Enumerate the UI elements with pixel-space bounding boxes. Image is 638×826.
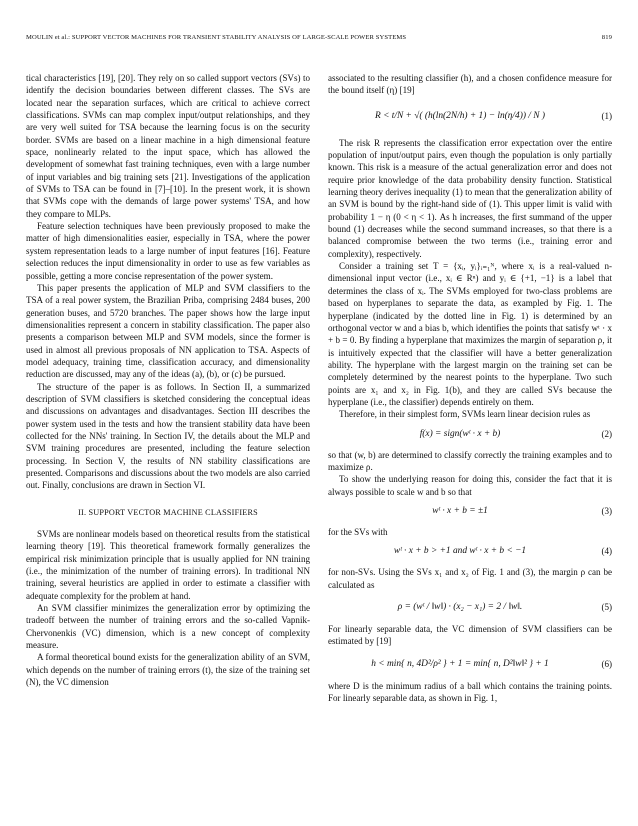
equation-number: (4) bbox=[601, 546, 612, 557]
equation-number: (2) bbox=[601, 428, 612, 439]
paragraph: Feature selection techniques have been previously proposed to make the matter of high dimensionalities easier, especially in TSA, where the power system representation leads to a large number of input features [16]. Feature selection reduces the input dimensionality in order to use as few variables as possible, getting a more concise representation of the power system. bbox=[26, 221, 310, 281]
paragraph: This paper presents the application of MLP and SVM classifiers to the TSA of a real power system, the Brazilian Priba, comprising 2484 buses, 200 generation buses, and 5720 branches. The paper shows how the large input dimensionalities represent a concern in stability classification. The paper also presents a comparison between MLP and SVM models, since the former is used in almost all previous proposals of NN application to TSA. Aspects of model adequacy, training time, classification accuracy, and dimensionality reduction are discussed, may any of the ideas (a), (b), or (c) be pursued. bbox=[26, 282, 310, 380]
paragraph: SVMs are nonlinear models based on theoretical results from the statistical learning theory [19]. This theoretical framework formally generalizes the empirical risk minimization principle that is usually applied for NN training (i.e., the minimization of the number of training errors). In traditional NN training, several heuristics are applied in order to estimate a classifier with adequate complexity for the problem at hand. bbox=[26, 529, 310, 601]
equation-expression: h < min{ n, 4D²/ρ² } + 1 = min{ n, D²‖w‖² } + 1 bbox=[371, 658, 549, 669]
paragraph: A formal theoretical bound exists for the generalization ability of an SVM, which depends on the number of training errors (t), the size of the training set (N), the VC dimension bbox=[26, 652, 310, 688]
paragraph: For linearly separable data, the VC dimension of SVM classifiers can be estimated by [19] bbox=[328, 624, 612, 647]
paragraph: An SVM classifier minimizes the generalization error by optimizing the tradeoff between the number of training errors and the so-called Vapnik-Chervonenkis (VC) dimension, which is a new concept of complexity measure. bbox=[26, 603, 310, 651]
equation-expression: f(x) = sign(wᵗ · x + b) bbox=[419, 428, 501, 439]
paragraph: associated to the resulting classifier (h), and a chosen confidence measure for the bound itself (η) [19] bbox=[328, 73, 612, 96]
equation-3 bbox=[328, 501, 612, 523]
paragraph: for non-SVs. Using the SVs x₁ and x₂ of Fig. 1 and (3), the margin ρ can be calculated as bbox=[328, 567, 612, 590]
equation-expression: wᵗ · x + b = ±1 bbox=[432, 505, 488, 516]
equation-expression: wᵗ · x + b > +1 and wᵗ · x + b < −1 bbox=[393, 546, 527, 557]
equation-4 bbox=[328, 541, 612, 563]
page-number: 819 bbox=[601, 34, 612, 41]
equation-number: (5) bbox=[601, 602, 612, 612]
paragraph: so that (w, b) are determined to classify correctly the training examples and to maximize ρ. bbox=[328, 449, 612, 472]
equation-number: (6) bbox=[601, 658, 612, 669]
equation-expression: ρ = (wᵗ / ‖w‖) · (x₂ − x₁) = 2 / ‖w‖. bbox=[397, 602, 523, 612]
equation-expression: R < t/N + √( (h(ln(2N/h) + 1) − ln(η/4)) / N ) bbox=[375, 110, 545, 121]
paragraph: The risk R represents the classification error expectation over the entire population of input/output pairs, even though the population is only partially known. This risk is a measure of the actual generalization error and does not require prior knowledge of the data probability density function. Statistical learning theory derives inequality (1) to mean that the generalization ability of an SVM is bound by the right-hand side of (1). This upper limit is valid with probability 1 − η (0 < η < 1). As h increases, the first summand of the upper bound (1) decreases while the second summand increases, so that there is a balanced compromise between the two terms (i.e., training error and complexity), respectively. bbox=[328, 137, 612, 259]
equation-5 bbox=[328, 594, 612, 620]
running-title: MOULIN et al.: SUPPORT VECTOR MACHINES FOR TRANSIENT STABILITY ANALYSIS OF LARGE-SCALE POWER SYSTEMS bbox=[26, 34, 407, 41]
paragraph: Consider a training set T = {xᵢ, yᵢ}ᵢ₌₁ᴺ, where xᵢ is a real-valued n-dimensional input vector (i.e., xᵢ ∈ Rⁿ) and yᵢ ∈ {+1, −1} is a label that determines the class of xᵢ. The SVMs employed for two-class problems are based on hyperplanes to separate the data, as exampled by Fig. 1. The hyperplane (indicated by the dotted line in Fig. 1) is determined by an orthogonal vector w and a bias b, which identifies the points that satisfy wᵗ · x + b = 0. By finding a hyperplane that maximizes the margin of separation ρ, it is intuitively expected that the classifier will have a better generalization ability. The hyperplane with the largest margin on the training set can be completely determined by the nearest points to the hyperplane. Two such points are x₁ and x₂ in Fig. 1(b), and they are called SVs because the hyperplane (i.e., the classifier) depends entirely on them. bbox=[328, 261, 612, 407]
left-column bbox=[26, 72, 310, 689]
paragraph: Therefore, in their simplest form, SVMs learn linear decision rules as bbox=[339, 409, 591, 420]
paragraph: The structure of the paper is as follows. In Section II, a summarized description of SVM classifiers is sketched considering the conceptual ideas and discussions on advantages and disadvantages. Section III describes the power system used in the tests and how the transient stability data have been collected for the NNs' training. In Section IV, the details about the MLP and SVM training procedures are presented, including the feature selection processing. In Section V, the results of NN stability classifications are presented. Comparisons and discussions about the two models are also carried out. Finally, conclusions are drawn in Section VI. bbox=[26, 381, 310, 491]
equation-number: (3) bbox=[601, 505, 612, 516]
paragraph: where D is the minimum radius of a ball which contains the training points. For linearly separable data, as shown in Fig. 1, bbox=[328, 680, 612, 704]
section-heading: II. SUPPORT VECTOR MACHINE CLASSIFIERS bbox=[78, 507, 258, 517]
paragraph: tical characteristics [19], [20]. They rely on so called support vectors (SVs) to identify the decision boundaries between different classes. The SVs are located near the separation surfaces, which are critical to achieve correct classifications. SVMs can map complex input/output relationships, and they are very well suited for TSA because the learning focus is on the security border. SVMs are based on a linear machine in a high dimensional feature space, nonlinearly related to the input space, which has allowed the development of somewhat fast training techniques, even with a large number of input variables and big training sets [21]. Investigations of the application of SVMs to TSA can be found in [7]–[10]. In the present work, it is shown that SVMs cope with the demands of large power systems' TSA, and how they compare to MLPs. bbox=[26, 73, 310, 219]
equation-1 bbox=[328, 100, 612, 134]
paragraph: for the SVs with bbox=[328, 526, 388, 537]
right-column bbox=[328, 72, 612, 704]
equation-2 bbox=[328, 424, 612, 446]
paragraph: To show the underlying reason for doing this, consider the fact that it is always possible to scale w and b so that bbox=[328, 474, 612, 497]
running-header bbox=[26, 34, 612, 46]
equation-6 bbox=[328, 651, 612, 677]
equation-number: (1) bbox=[601, 110, 612, 121]
